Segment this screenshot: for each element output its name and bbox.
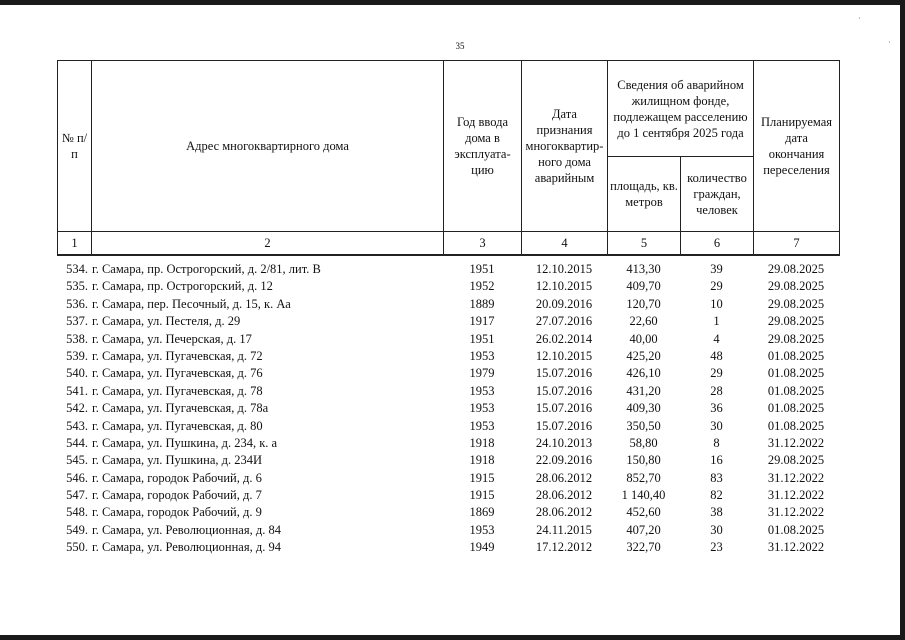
- row-number: 535.: [66, 279, 88, 294]
- table-body: [57, 261, 839, 557]
- row-address: г. Самара, пр. Острогорский, д. 2/81, лит. В: [92, 262, 321, 276]
- row-number: 546.: [66, 470, 88, 485]
- row-address: г. Самара, пр. Острогорский, д. 12: [92, 279, 273, 294]
- row-year: 1953: [469, 383, 495, 398]
- row-area: 409,30: [626, 401, 661, 416]
- row-planned-date: 29.08.2025: [767, 453, 825, 468]
- row-planned-date: 01.08.2025: [767, 401, 825, 416]
- header-col-area: площадь, кв. метров: [608, 157, 681, 232]
- row-year: 1953: [469, 418, 495, 433]
- row-number: 541.: [66, 383, 88, 398]
- row-recognition-date: 22.09.2016: [535, 453, 593, 468]
- table-row: [57, 383, 839, 400]
- row-address: г. Самара, ул. Пугачевская, д. 76: [92, 366, 263, 381]
- scan-right-edge: [900, 0, 905, 640]
- table-row: [57, 470, 839, 487]
- header-col-date: Дата признания многоквартир-ного дома аварийным: [522, 61, 608, 232]
- column-number-4: 4: [522, 232, 608, 256]
- row-planned-date: 31.12.2022: [767, 435, 825, 450]
- row-recognition-date: 15.07.2016: [535, 418, 593, 433]
- row-year: 1979: [469, 366, 495, 381]
- row-year: 1949: [469, 540, 495, 555]
- row-number: 536.: [66, 296, 88, 311]
- row-recognition-date: 24.10.2013: [535, 435, 593, 450]
- row-area: 426,10: [626, 366, 661, 381]
- row-recognition-date: 12.10.2015: [535, 348, 593, 363]
- row-address: г. Самара, ул. Пушкина, д. 234, к. а: [92, 435, 278, 450]
- column-number-1: 1: [58, 232, 92, 256]
- row-area: 40,00: [629, 331, 658, 346]
- row-people-count: 29: [710, 279, 723, 294]
- row-area: 452,60: [626, 505, 661, 520]
- row-recognition-date: 15.07.2016: [535, 401, 593, 416]
- row-number: 538.: [66, 331, 88, 346]
- row-year: 1889: [469, 296, 495, 311]
- row-area: 322,70: [626, 540, 661, 555]
- table-row: [57, 365, 839, 382]
- row-year: 1917: [469, 314, 495, 329]
- row-planned-date: 01.08.2025: [767, 383, 825, 398]
- row-number: 547.: [66, 488, 88, 503]
- row-area: 425,20: [626, 348, 661, 363]
- column-number-3: 3: [444, 232, 522, 256]
- row-people-count: 4: [713, 331, 720, 346]
- row-address: г. Самара, ул. Пугачевская, д. 80: [92, 418, 263, 433]
- row-people-count: 83: [710, 470, 723, 485]
- row-address: г. Самара, ул. Пугачевская, д. 78а: [92, 401, 269, 416]
- row-recognition-date: 28.06.2012: [535, 505, 593, 520]
- table-header: [57, 60, 840, 256]
- scan-top-edge: [0, 0, 905, 5]
- row-people-count: 36: [710, 401, 723, 416]
- row-recognition-date: 12.10.2015: [535, 262, 593, 276]
- row-area: 120,70: [626, 296, 661, 311]
- row-address: г. Самара, ул. Печерская, д. 17: [92, 331, 252, 346]
- table-row: [57, 452, 839, 469]
- row-year: 1918: [469, 453, 495, 468]
- row-address: г. Самара, пер. Песочный, д. 15, к. Аа: [92, 296, 291, 311]
- table-row: [57, 522, 839, 539]
- table-row: [57, 331, 839, 348]
- row-address: г. Самара, ул. Пестеля, д. 29: [92, 314, 241, 329]
- row-address: г. Самара, городок Рабочий, д. 6: [92, 470, 262, 485]
- row-planned-date: 01.08.2025: [767, 348, 825, 363]
- header-col-year: Год ввода дома в эксплуата-цию: [444, 61, 522, 232]
- row-number: 550.: [66, 540, 88, 555]
- row-address: г. Самара, ул. Пугачевская, д. 72: [92, 348, 263, 363]
- header-col-people: количество граждан, человек: [681, 157, 754, 232]
- row-planned-date: 01.08.2025: [767, 522, 825, 537]
- row-number: 542.: [66, 401, 88, 416]
- row-recognition-date: 24.11.2015: [536, 522, 592, 537]
- row-recognition-date: 28.06.2012: [535, 488, 593, 503]
- row-number: 537.: [66, 314, 88, 329]
- header-col-address: Адрес многоквартирного дома: [92, 61, 444, 232]
- row-recognition-date: 15.07.2016: [535, 383, 593, 398]
- row-number: 543.: [66, 418, 88, 433]
- table-row: [57, 539, 839, 556]
- table-row: [57, 296, 839, 313]
- scan-speck: ·: [888, 38, 891, 47]
- row-year: 1951: [469, 331, 495, 346]
- row-year: 1953: [469, 401, 495, 416]
- row-people-count: 8: [713, 435, 720, 450]
- row-recognition-date: 26.02.2014: [535, 331, 593, 346]
- table-row: [57, 418, 839, 435]
- row-planned-date: 31.12.2022: [767, 505, 825, 520]
- table-row: [57, 261, 839, 278]
- row-year: 1918: [469, 435, 495, 450]
- row-people-count: 28: [710, 383, 723, 398]
- column-number-7: 7: [754, 232, 840, 256]
- column-number-5: 5: [608, 232, 681, 256]
- row-year: 1953: [469, 522, 495, 537]
- table-row: [57, 400, 839, 417]
- row-area: 350,50: [626, 418, 661, 433]
- row-area: 409,70: [626, 279, 661, 294]
- row-address: г. Самара, ул. Пушкина, д. 234И: [92, 453, 263, 468]
- row-planned-date: 31.12.2022: [767, 470, 825, 485]
- row-planned-date: 01.08.2025: [767, 418, 825, 433]
- row-number: 549.: [66, 522, 88, 537]
- row-planned-date: 29.08.2025: [767, 314, 825, 329]
- scan-speck: ·: [858, 14, 861, 23]
- row-people-count: 1: [713, 314, 720, 329]
- row-area: 58,80: [629, 435, 658, 450]
- row-people-count: 30: [710, 522, 723, 537]
- scan-bottom-edge: [0, 635, 905, 640]
- row-recognition-date: 15.07.2016: [535, 366, 593, 381]
- row-planned-date: 29.08.2025: [767, 296, 825, 311]
- row-area: 413,30: [626, 262, 661, 276]
- table-row: [57, 278, 839, 295]
- row-area: 431,20: [626, 383, 661, 398]
- row-number: 539.: [66, 348, 88, 363]
- column-number-2: 2: [92, 232, 444, 256]
- row-recognition-date: 28.06.2012: [535, 470, 593, 485]
- row-people-count: 29: [710, 366, 723, 381]
- row-planned-date: 31.12.2022: [767, 540, 825, 555]
- header-col-planned: Планируемая дата окончания переселения: [754, 61, 840, 232]
- row-year: 1951: [469, 262, 495, 276]
- row-year: 1869: [469, 505, 495, 520]
- row-area: 22,60: [629, 314, 658, 329]
- row-people-count: 16: [710, 453, 723, 468]
- row-people-count: 30: [710, 418, 723, 433]
- header-col-number: № п/п: [58, 61, 92, 232]
- row-address: г. Самара, ул. Пугачевская, д. 78: [92, 383, 263, 398]
- row-number: 544.: [66, 435, 88, 450]
- row-people-count: 48: [710, 348, 723, 363]
- row-address: г. Самара, ул. Революционная, д. 84: [92, 522, 281, 537]
- row-number: 548.: [66, 505, 88, 520]
- row-people-count: 82: [710, 488, 723, 503]
- row-area: 407,20: [626, 522, 661, 537]
- row-number: 534.: [66, 262, 88, 276]
- row-planned-date: 31.12.2022: [767, 488, 825, 503]
- column-number-6: 6: [681, 232, 754, 256]
- row-recognition-date: 12.10.2015: [535, 279, 593, 294]
- row-recognition-date: 17.12.2012: [535, 540, 593, 555]
- table-row: [57, 487, 839, 504]
- row-area: 150,80: [626, 453, 661, 468]
- row-recognition-date: 20.09.2016: [535, 296, 593, 311]
- row-address: г. Самара, городок Рабочий, д. 9: [92, 505, 262, 520]
- table-row: [57, 348, 839, 365]
- row-area: 852,70: [626, 470, 661, 485]
- row-number: 545.: [66, 453, 88, 468]
- data-table: [57, 261, 839, 557]
- row-planned-date: 01.08.2025: [767, 366, 825, 381]
- row-address: г. Самара, ул. Революционная, д. 94: [92, 540, 281, 555]
- table-row: [57, 313, 839, 330]
- table-row: [57, 435, 839, 452]
- row-people-count: 10: [710, 296, 723, 311]
- row-year: 1915: [469, 488, 495, 503]
- row-address: г. Самара, городок Рабочий, д. 7: [92, 488, 262, 503]
- row-recognition-date: 27.07.2016: [535, 314, 593, 329]
- row-people-count: 23: [710, 540, 723, 555]
- row-number: 540.: [66, 366, 88, 381]
- row-planned-date: 29.08.2025: [767, 331, 825, 346]
- table-row: [57, 504, 839, 521]
- row-people-count: 38: [710, 505, 723, 520]
- row-people-count: 39: [710, 262, 723, 276]
- header-col-info: Сведения об аварийном жилищном фонде, подлежащем расселению до 1 сентября 2025 года: [608, 61, 754, 157]
- row-year: 1915: [469, 470, 495, 485]
- row-planned-date: 29.08.2025: [767, 279, 825, 294]
- row-planned-date: 29.08.2025: [767, 262, 825, 276]
- row-year: 1952: [469, 279, 495, 294]
- row-year: 1953: [469, 348, 495, 363]
- page-number: 35: [455, 41, 465, 51]
- row-area: 1 140,40: [621, 488, 666, 503]
